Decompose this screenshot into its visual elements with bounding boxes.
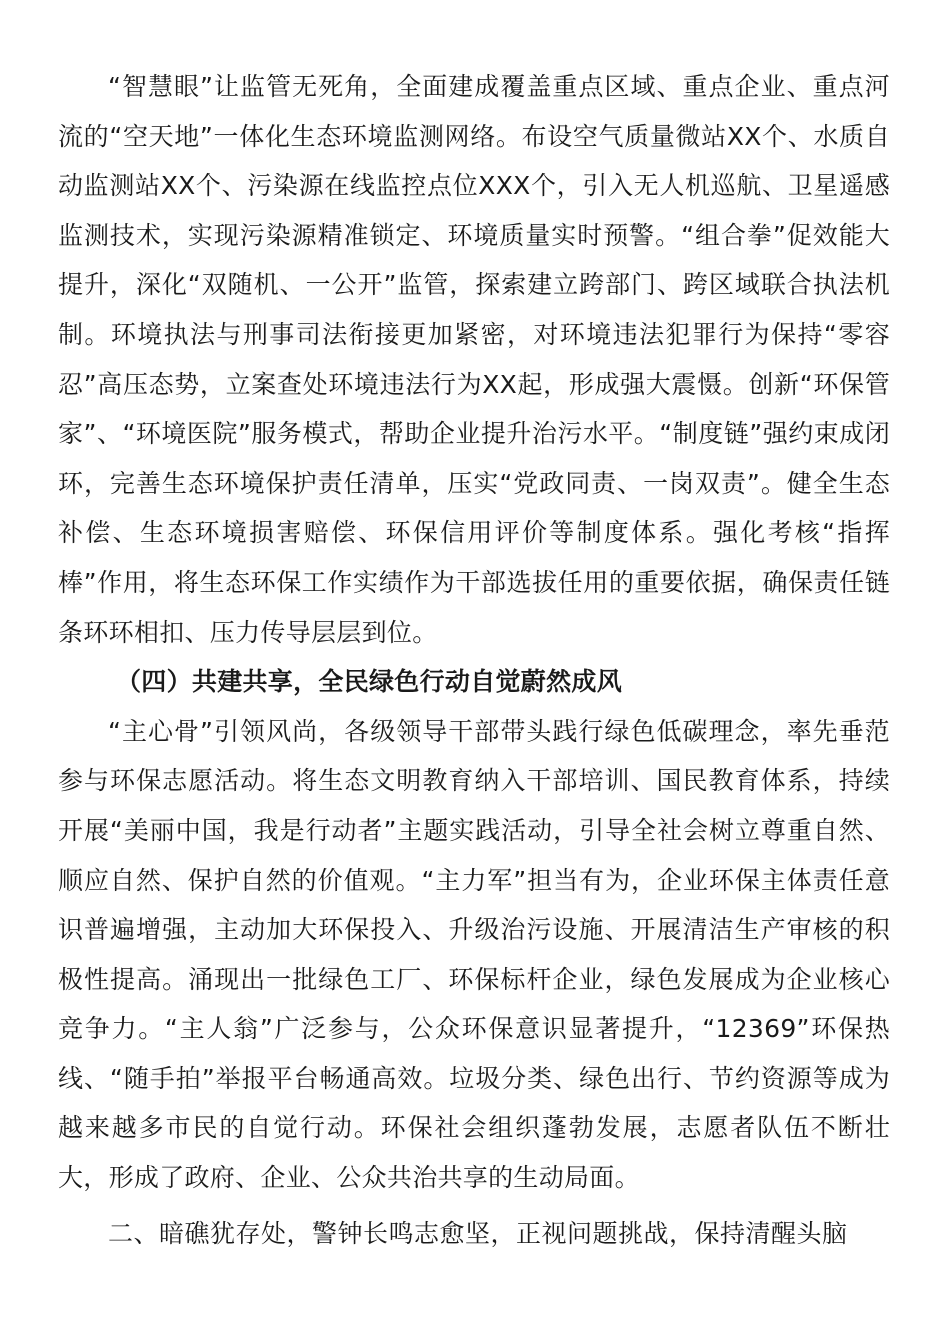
section-heading-two: 二、暗礁犹存处，警钟长鸣志愈坚，正视问题挑战，保持清醒头脑 [108, 1218, 848, 1248]
document-page [58, 62, 890, 1258]
subsection-heading-four: （四）共建共享，全民绿色行动自觉蔚然成风 [116, 667, 623, 697]
paragraph-smart-supervision: “智慧眼”让监管无死角，全面建成覆盖重点区域、重点企业、重点河流的“空天地”一体化生态环境监测网络。布设空气质量微站XX个、水质自动监测站XX个、污染源在线监控点位XXX个，引入无人机巡航、卫星遥感监测技术，实现污染源精准锁定、环境质量实时预警。“组合拳”促效能大提升，深化“双随机、一公开”监管，探索建立跨部门、跨区域联合执法机制。环境执法与刑事司法衔接更加紧密，对环境违法犯罪行为保持“零容忍”高压态势，立案查处环境违法行为XX起，形成强大震慑。创新“环保管家”、“环境医院”服务模式，帮助企业提升治污水平。“制度链”强约束成闭环，完善生态环境保护责任清单，压实“党政同责、一岗双责”。健全生态补偿、生态环境损害赔偿、环保信用评价等制度体系。强化考核“指挥棒”作用，将生态环保工作实绩作为干部选拔任用的重要依据，确保责任链条环环相扣、压力传导层层到位。 [58, 72, 890, 647]
paragraph-green-action: “主心骨”引领风尚，各级领导干部带头践行绿色低碳理念，率先垂范参与环保志愿活动。将生态文明教育纳入干部培训、国民教育体系，持续开展“美丽中国，我是行动者”主题实践活动，引导全社会树立尊重自然、顺应自然、保护自然的价值观。“主力军”担当有为，企业环保主体责任意识普遍增强，主动加大环保投入、升级治污设施、开展清洁生产审核的积极性提高。涌现出一批绿色工厂、环保标杆企业，绿色发展成为企业核心竞争力。“主人翁”广泛参与，公众环保意识显著提升，“12369”环保热线、“随手拍”举报平台畅通高效。垃圾分类、绿色出行、节约资源等成为越来越多市民的自觉行动。环保社会组织蓬勃发展，志愿者队伍不断壮大，形成了政府、企业、公众共治共享的生动局面。 [58, 716, 890, 1193]
